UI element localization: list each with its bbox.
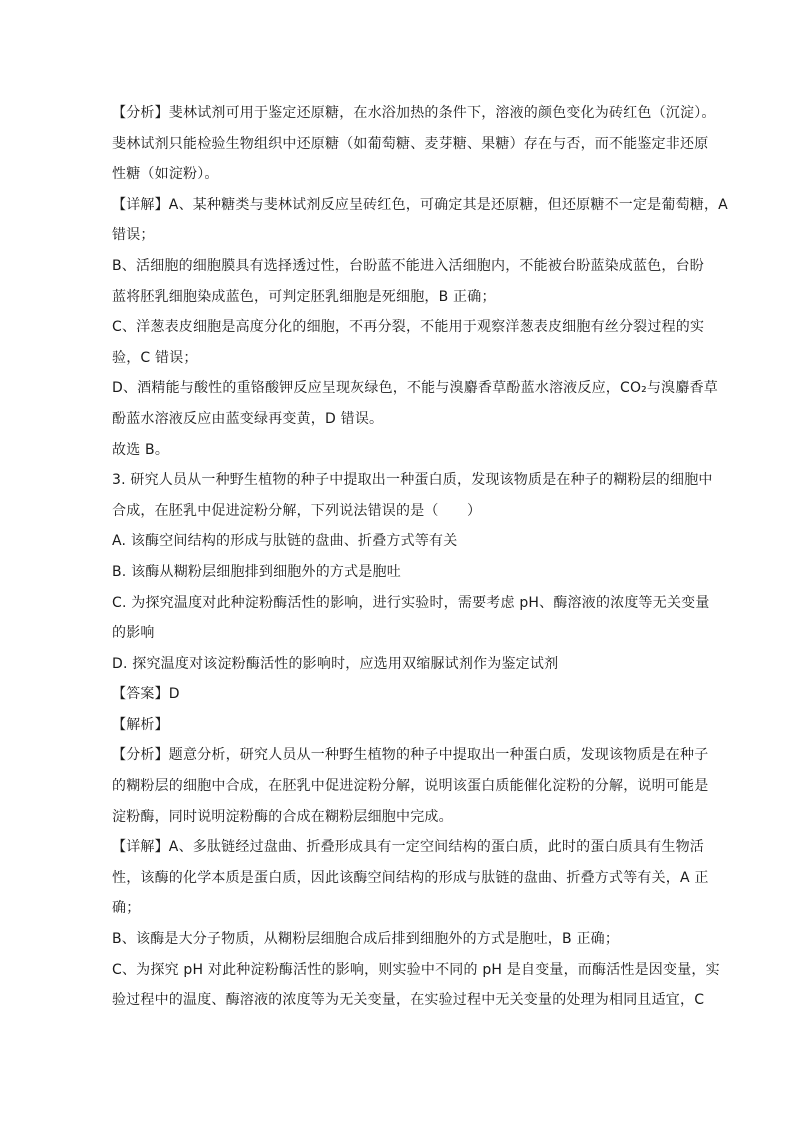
text-line: 【详解】A、某种糖类与斐林试剂反应呈砖红色，可确定其是还原糖，但还原糖不一定是葡萄糖，A xyxy=(112,196,728,213)
text-line: 【分析】斐林试剂可用于鉴定还原糖，在水浴加热的条件下，溶液的颜色变化为砖红色（沉淀）。 xyxy=(112,105,716,121)
text-line: 错误； xyxy=(112,227,155,244)
option-d: D. 探究温度对该淀粉酶活性的影响时，应选用双缩脲试剂作为鉴定试剂 xyxy=(112,655,559,672)
option-a: A. 该酶空间结构的形成与肽链的盘曲、折叠方式等有关 xyxy=(112,533,458,550)
text-line: B、该酶是大分子物质，从糊粉层细胞合成后排到细胞外的方式是胞吐，B 正确； xyxy=(112,931,620,948)
analysis-heading: 【解析】 xyxy=(112,716,169,733)
text-line: 确； xyxy=(112,900,141,917)
text-line: 【分析】题意分析，研究人员从一种野生植物的种子中提取出一种蛋白质，发现该物质是在种子 xyxy=(112,747,709,764)
question-line: 3. 研究人员从一种野生植物的种子中提取出一种蛋白质，发现该物质是在种子的糊粉层的细胞中 xyxy=(112,472,713,489)
document-page xyxy=(112,98,732,1016)
text-line: D、酒精能与酸性的重铬酸钾反应呈现灰绿色，不能与溴麝香草酚蓝水溶液反应，CO₂与溴麝香草 xyxy=(112,380,718,397)
text-line: C、洋葱表皮细胞是高度分化的细胞，不再分裂，不能用于观察洋葱表皮细胞有丝分裂过程的实 xyxy=(112,319,705,336)
option-c: 的影响 xyxy=(112,625,155,642)
answer-line: 【答案】D xyxy=(112,686,180,703)
text-line: 验过程中的温度、酶溶液的浓度等为无关变量，在实验过程中无关变量的处理为相同且适宜，C xyxy=(112,992,705,1009)
text-line: C、为探究 pH 对此种淀粉酶活性的影响，则实验中不同的 pH 是自变量，而酶活性是因变量，实 xyxy=(112,961,720,978)
text-line: 验，C 错误； xyxy=(112,349,198,366)
text-line: B、活细胞的细胞膜具有选择透过性，台盼蓝不能进入活细胞内，不能被台盼蓝染成蓝色，台盼 xyxy=(112,257,705,274)
text-line: 性，该酶的化学本质是蛋白质，因此该酶空间结构的形成与肽链的盘曲、折叠方式等有关，A 正 xyxy=(112,869,709,886)
text-line: 故选 B。 xyxy=(112,441,170,458)
option-b: B. 该酶从糊粉层细胞排到细胞外的方式是胞吐 xyxy=(112,563,401,580)
text-line: 蓝将胚乳细胞染成蓝色，可判定胚乳细胞是死细胞，B 正确； xyxy=(112,288,496,305)
text-line: 斐林试剂只能检验生物组织中还原糖（如葡萄糖、麦芽糖、果糖）存在与否，而不能鉴定非还原 xyxy=(112,135,709,152)
text-line: 酚蓝水溶液反应由蓝变绿再变黄，D 错误。 xyxy=(112,410,384,427)
question-line: 合成，在胚乳中促进淀粉分解，下列说法错误的是（ ） xyxy=(112,502,482,519)
text-line: 淀粉酶，同时说明淀粉酶的合成在糊粉层细胞中完成。 xyxy=(112,808,453,825)
text-line: 的糊粉层的细胞中合成，在胚乳中促进淀粉分解，说明该蛋白质能催化淀粉的分解，说明可能是 xyxy=(112,778,709,795)
text-line: 【详解】A、多肽链经过盘曲、折叠形成具有一定空间结构的蛋白质，此时的蛋白质具有生物活 xyxy=(112,839,704,856)
text-line: 性糖（如淀粉）。 xyxy=(112,166,219,183)
option-c: C. 为探究温度对此种淀粉酶活性的影响，进行实验时，需要考虑 pH、酶溶液的浓度等无关变量 xyxy=(112,594,710,611)
